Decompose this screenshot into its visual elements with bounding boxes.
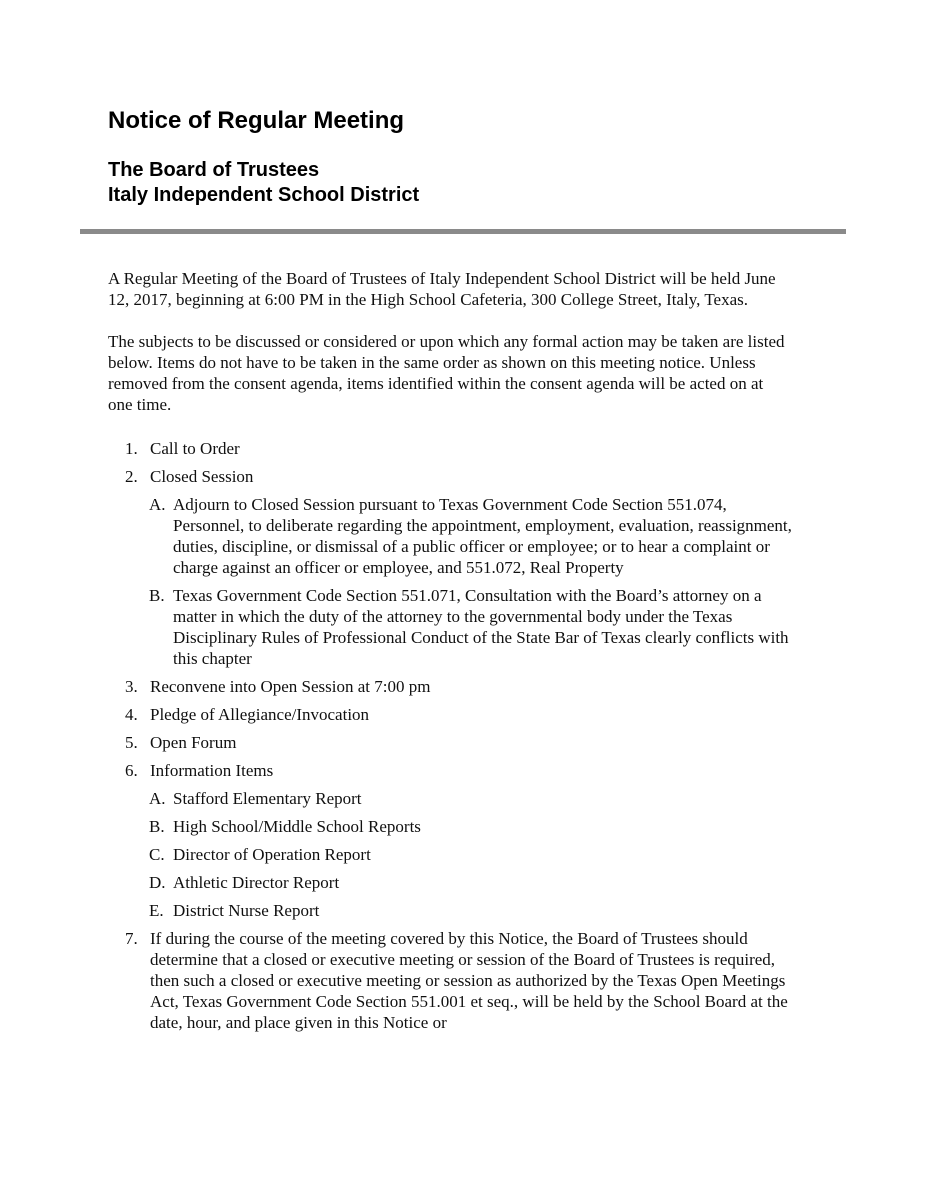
agenda-subitem-marker: C. [149, 845, 165, 864]
notice-title: Notice of Regular Meeting [108, 107, 405, 134]
agenda-item-text: Open Forum [150, 733, 237, 752]
agenda-subitem-marker: B. [149, 817, 165, 836]
agenda-subitem-text: Director of Operation Report [173, 845, 371, 864]
agenda-subitem-director-of-operation [108, 844, 792, 865]
agenda-item-marker: 2. [125, 467, 138, 486]
agenda-item-text: If during the course of the meeting covered by this Notice, the Board of Trustees should determine that a closed or executive meeting or session of the Board of Trustees is required, then such a closed or executive meeting or session as authorized by the Texas Open Meetings Act, Texas Government Code Section 551.001 et seq., will be held by the School Board at the date, hour, and place given in this Notice or [150, 929, 788, 1032]
agenda-item-text: Reconvene into Open Session at 7:00 pm [150, 677, 431, 696]
agenda-subitem-marker: E. [149, 901, 164, 920]
agenda-item-text: Closed Session [150, 467, 254, 486]
agenda-subitem-district-nurse [108, 900, 792, 921]
agenda-subitem-attorney-consultation [108, 585, 792, 669]
agenda-sublist-closed-session [108, 494, 792, 669]
agenda-subitem-stafford-elementary [108, 788, 792, 809]
agenda-item-reconvene [108, 676, 792, 697]
agenda-list [108, 438, 792, 1033]
agenda-item-open-forum [108, 732, 792, 753]
agenda-item-text: Information Items [150, 761, 274, 780]
agenda-item-marker: 6. [125, 761, 138, 780]
agenda-item-marker: 5. [125, 733, 138, 752]
agenda-subitem-text: Athletic Director Report [173, 873, 340, 892]
intro-paragraph-subjects: The subjects to be discussed or considered or upon which any formal action may be taken are listed below. Items do not have to be taken in the same order as shown on this meeting notice. Unless removed from the consent agenda, items identified within the consent agenda will be acted on at one time. [108, 332, 785, 414]
agenda-item-closed-session [108, 466, 792, 487]
agenda-item-text: Call to Order [150, 439, 240, 458]
subtitle-line-district: Italy Independent School District [108, 184, 420, 206]
agenda-subitem-marker: A. [149, 495, 166, 514]
agenda-item-call-to-order [108, 438, 792, 459]
agenda-subitem-text: District Nurse Report [173, 901, 320, 920]
agenda-subitem-text: High School/Middle School Reports [173, 817, 421, 836]
agenda-subitem-marker: B. [149, 586, 165, 605]
intro-paragraph-meeting-details: A Regular Meeting of the Board of Trustees of Italy Independent School District will be held June 12, 2017, beginning at 6:00 PM in the High School Cafeteria, 300 College Street, Italy, Texas. [108, 269, 776, 309]
agenda-subitem-adjourn-closed-session [108, 494, 792, 578]
agenda-subitem-athletic-director [108, 872, 792, 893]
agenda-item-marker: 3. [125, 677, 138, 696]
agenda-item-text: Pledge of Allegiance/Invocation [150, 705, 370, 724]
agenda-subitem-text: Texas Government Code Section 551.071, Consultation with the Board’s attorney on a matter in which the duty of the attorney to the governmental body under the Texas Disciplinary Rules of Professional Conduct of the State Bar of Texas clearly conflicts with this chapter [173, 586, 789, 668]
agenda-subitem-marker: D. [149, 873, 166, 892]
subtitle-line-board: The Board of Trustees [108, 159, 320, 181]
agenda-item-marker: 1. [125, 439, 138, 458]
agenda-subitem-text: Adjourn to Closed Session pursuant to Texas Government Code Section 551.074, Personnel, to deliberate regarding the appointment, employment, evaluation, reassignment, duties, discipline, or dismissal of a public officer or employee; or to hear a complaint or charge against an officer or employee, and 551.072, Real Property [173, 495, 792, 577]
agenda-item-information-items [108, 760, 792, 781]
document-content [108, 0, 792, 1033]
agenda-subitem-marker: A. [149, 789, 166, 808]
agenda-subitem-high-school-reports [108, 816, 792, 837]
agenda-sublist-information-items [108, 788, 792, 921]
section-divider [80, 229, 846, 234]
agenda-item-marker: 7. [125, 929, 138, 948]
agenda-item-marker: 4. [125, 705, 138, 724]
notice-subtitle [108, 158, 792, 208]
agenda-item-closed-meeting-provision [108, 928, 792, 1033]
agenda-subitem-text: Stafford Elementary Report [173, 789, 362, 808]
agenda-item-pledge [108, 704, 792, 725]
